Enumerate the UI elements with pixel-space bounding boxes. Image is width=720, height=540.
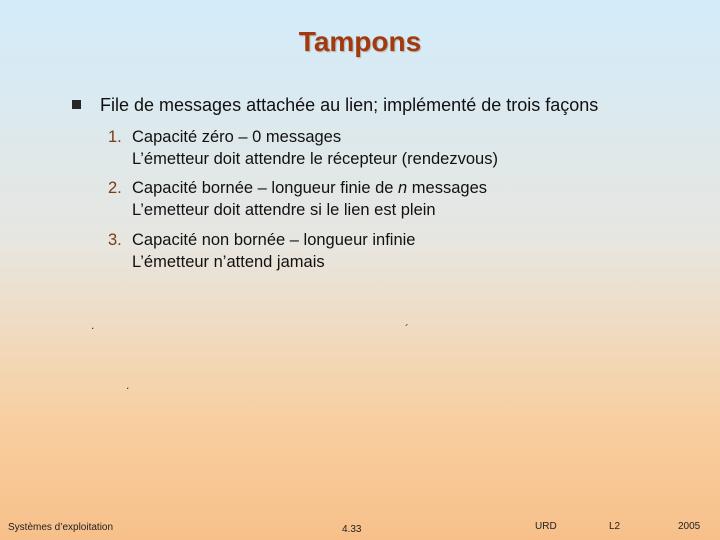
main-bullet-text: File de messages attachée au lien; implémenté de trois façons — [100, 95, 599, 115]
item-detail: L’emetteur doit attendre si le lien est plein — [132, 201, 436, 219]
square-bullet-icon — [72, 100, 81, 109]
footer-year: 2005 — [678, 521, 701, 532]
footer-page-number: 4.33 — [342, 524, 362, 535]
item-number: 1. — [108, 128, 122, 146]
list-item-3 — [108, 229, 415, 273]
list-item-1 — [108, 126, 498, 170]
item-number: 3. — [108, 231, 122, 249]
item-heading: Capacité zéro – 0 messages — [132, 128, 342, 146]
item-detail: L’émetteur n’attend jamais — [132, 253, 325, 271]
list-item-2 — [108, 177, 487, 221]
stray-mark: . — [126, 378, 130, 392]
item-heading: Capacité non bornée – longueur infinie — [132, 231, 416, 249]
item-heading-variable: n — [398, 179, 408, 197]
stray-mark: . — [91, 318, 95, 332]
slide-title: Tampons — [298, 26, 422, 57]
footer-level: L2 — [609, 521, 621, 532]
item-heading-tail: messages — [407, 179, 488, 197]
item-detail: L’émetteur doit attendre le récepteur (rendezvous) — [132, 150, 498, 168]
footer-org: URD — [535, 521, 557, 532]
item-heading: Capacité bornée – longueur finie de — [132, 179, 399, 197]
stray-mark: ´ — [405, 322, 409, 336]
item-number: 2. — [108, 179, 122, 197]
footer-course: Systèmes d’exploitation — [8, 522, 114, 533]
